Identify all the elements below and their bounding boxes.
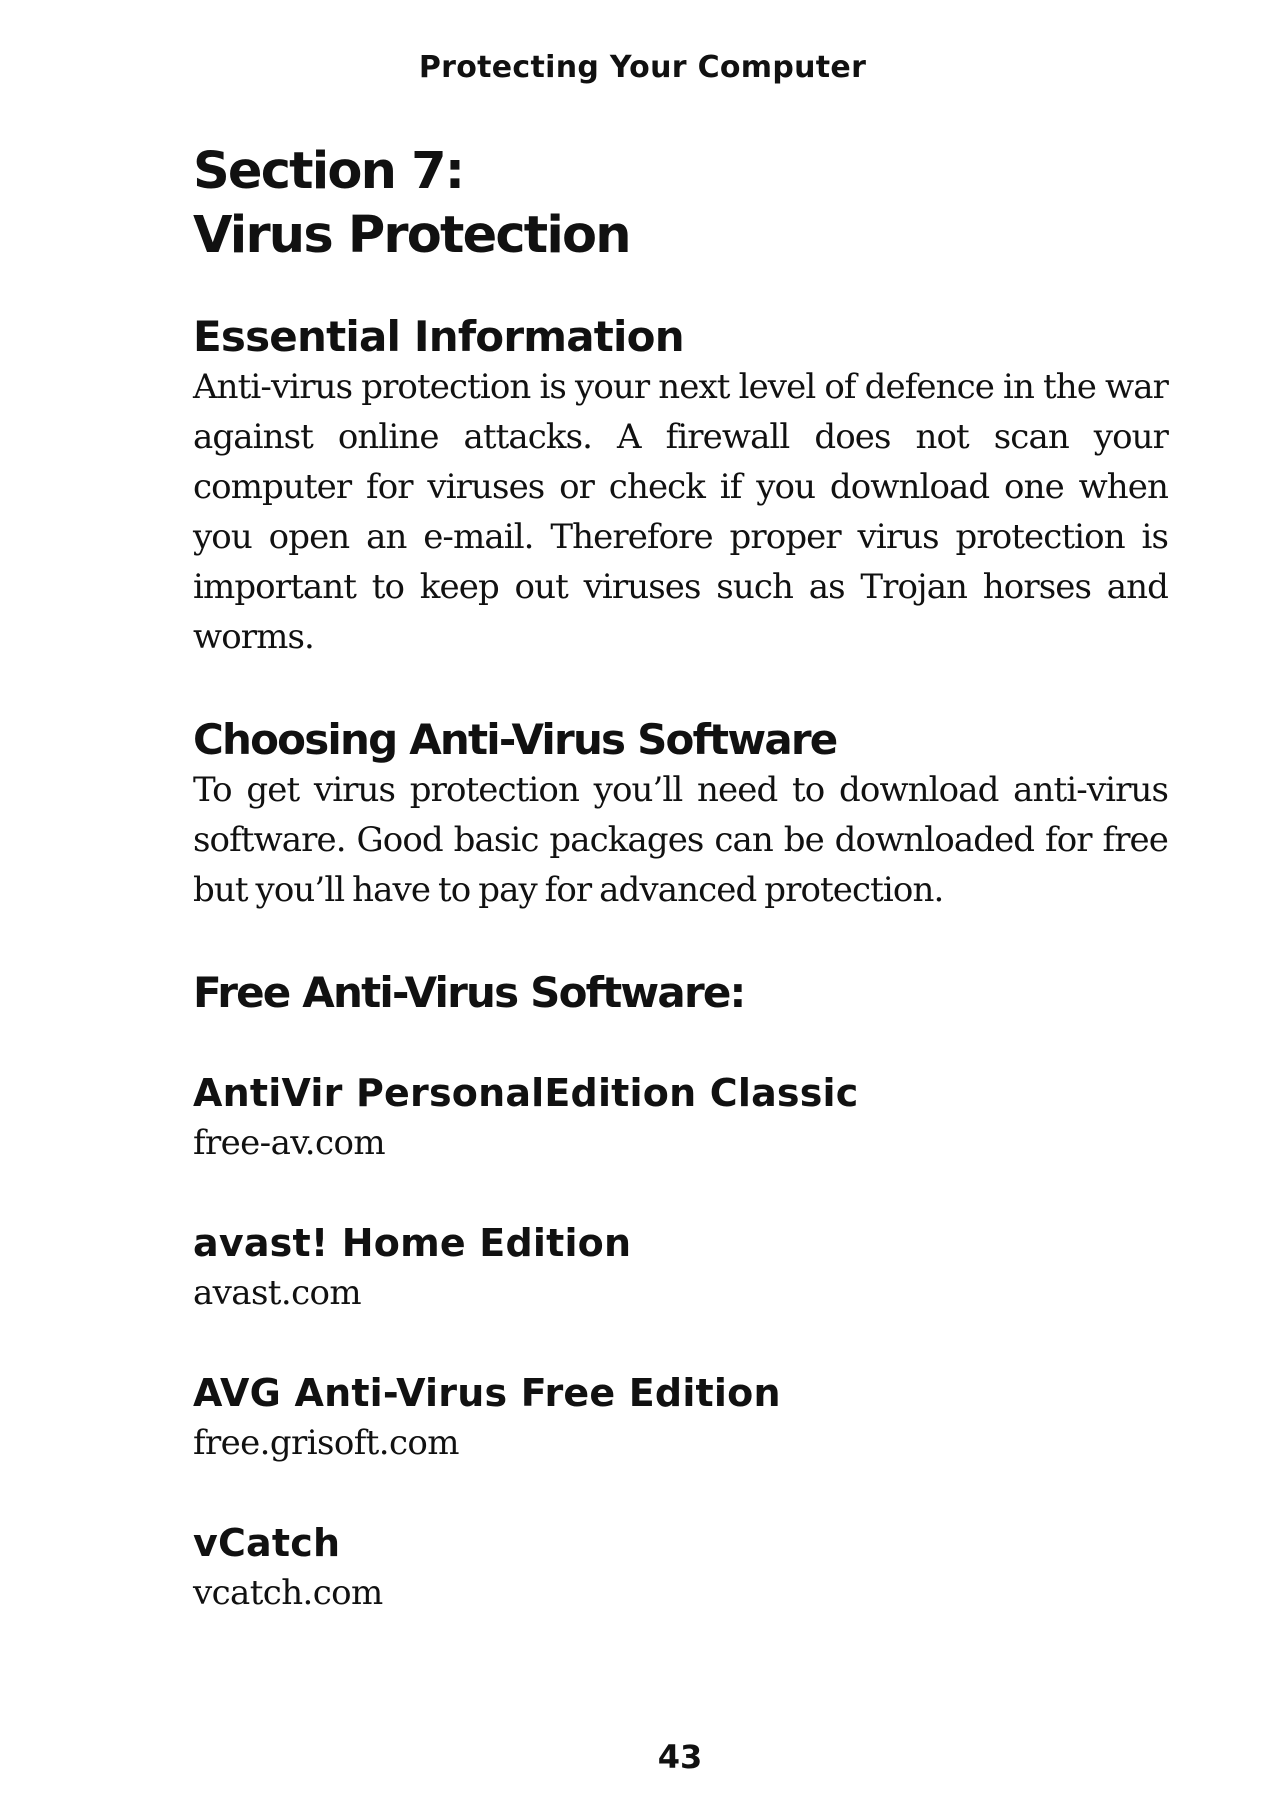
software-name: avast! Home Edition	[193, 1221, 632, 1265]
software-url: free.grisoft.com	[193, 1423, 459, 1463]
page-number: 43	[657, 1738, 703, 1776]
essential-information-heading: Essential Information	[193, 312, 684, 361]
software-entry	[193, 1518, 1168, 1618]
software-list	[193, 1068, 1168, 1618]
software-entry	[193, 1368, 1168, 1468]
choosing-software-paragraph: To get virus protection you’ll need to download anti-virus software. Good basic packages can be downloaded for free but you’ll have to pay for advanced protection.	[193, 770, 1168, 910]
section-heading	[193, 140, 1168, 268]
software-name: vCatch	[193, 1521, 341, 1565]
software-name: AVG Anti-Virus Free Edition	[193, 1371, 781, 1415]
choosing-software-heading: Choosing Anti-Virus Software	[193, 715, 837, 764]
page-content	[193, 140, 1168, 1618]
software-name: AntiVir PersonalEdition Classic	[193, 1071, 859, 1115]
software-url: vcatch.com	[193, 1573, 383, 1613]
free-software-heading: Free Anti-Virus Software:	[193, 968, 745, 1017]
section-number: Section 7:	[193, 142, 464, 201]
section-title: Virus Protection	[193, 206, 630, 265]
software-url: free-av.com	[193, 1123, 385, 1163]
running-head: Protecting Your Computer	[418, 50, 867, 85]
software-entry	[193, 1068, 1168, 1168]
software-url: avast.com	[193, 1273, 362, 1313]
essential-information-paragraph: Anti-virus protection is your next level of defence in the war against online attacks. A firewall does not scan your computer for viruses or check if you download one when you open an e-mail. Therefore proper virus protection is important to keep out viruses such as Trojan horses and worms.	[193, 367, 1168, 657]
software-entry	[193, 1218, 1168, 1318]
